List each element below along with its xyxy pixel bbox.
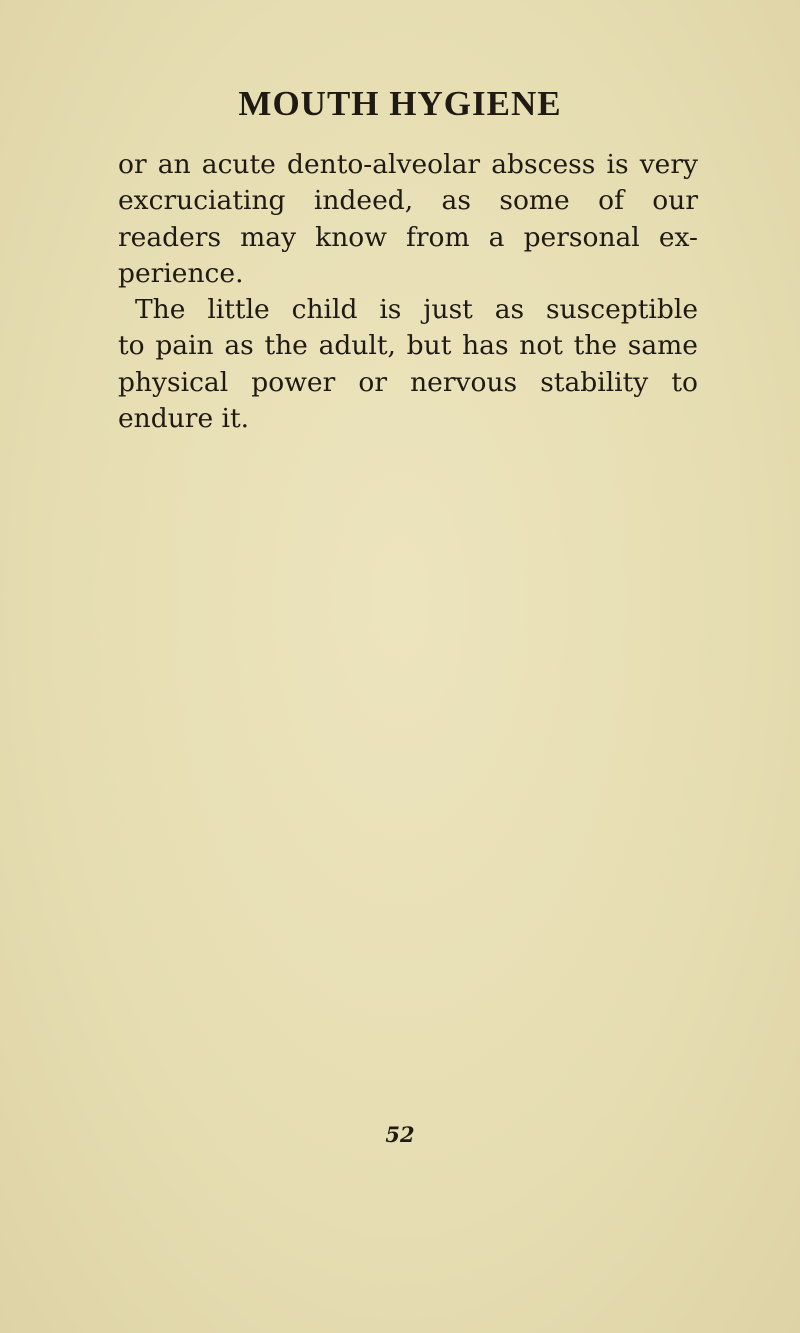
running-head: MOUTH HYGIENE: [238, 84, 562, 123]
text-line: readers may know from a personal ex-: [118, 221, 698, 253]
text-line: to pain as the adult, but has not the same: [118, 330, 698, 362]
body-text: [118, 147, 698, 437]
text-line: excruciating indeed, as some of our: [118, 185, 698, 217]
text-line: endure it.: [118, 403, 250, 435]
paragraph-start-line: The little child is just as susceptible: [135, 294, 698, 326]
text-line: or an acute dento-alveolar abscess is very: [118, 149, 698, 180]
text-line: perience.: [118, 257, 244, 289]
text-line: physical power or nervous stability to: [118, 366, 698, 398]
page-number: 52: [385, 1122, 415, 1147]
